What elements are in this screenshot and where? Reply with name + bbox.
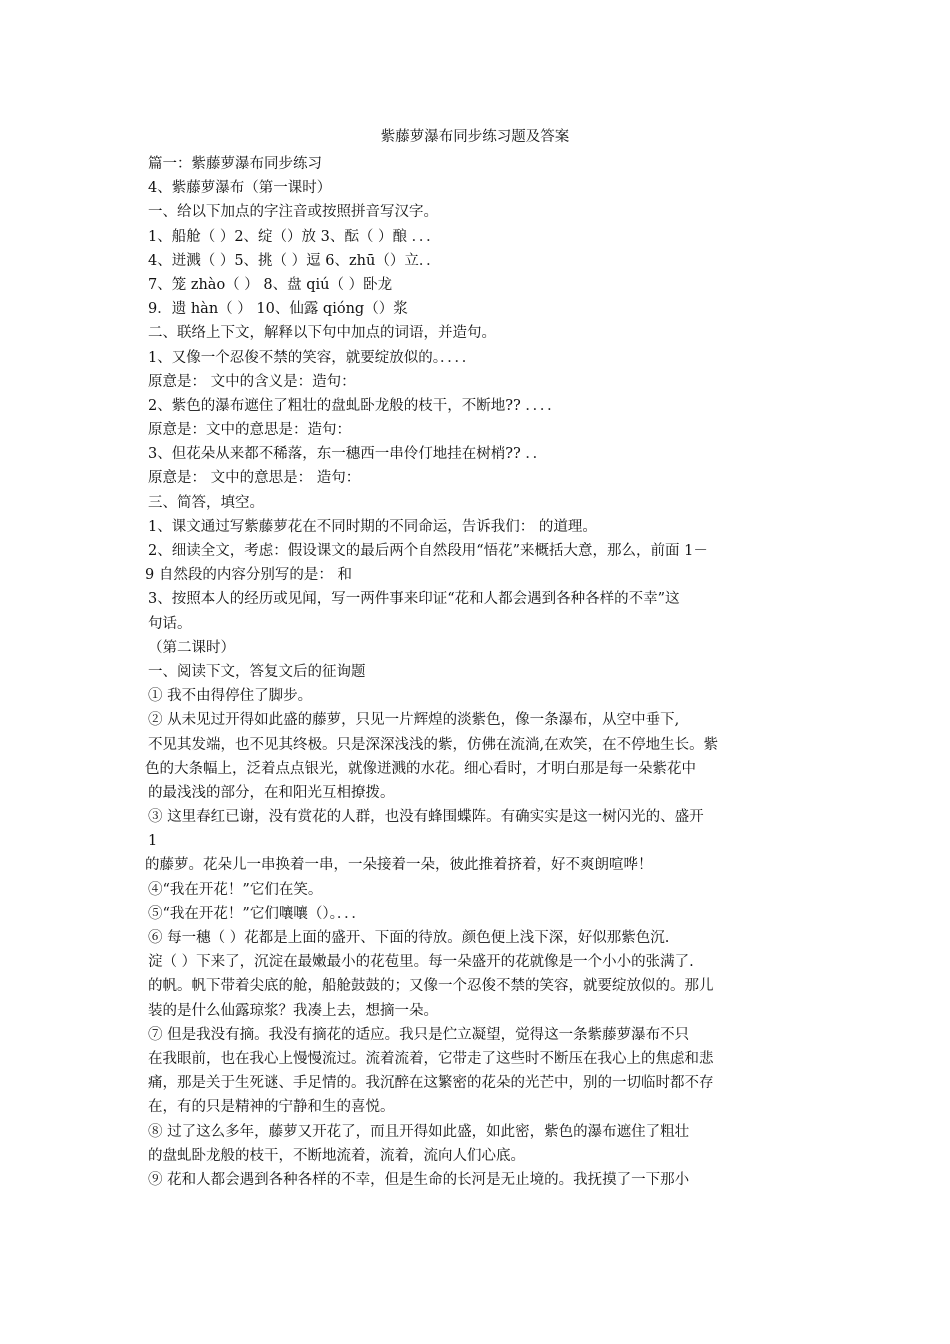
- text-line: 痛，那是关于生死谜、手足情的。我沉醉在这繁密的花朵的光芒中，别的一切临时都不存: [148, 1075, 714, 1092]
- text-line: 一、阅读下文，答复文后的征询题: [148, 663, 366, 680]
- text-line: 3、按照本人的经历或见闻，写一两件事来印证“花和人都会遇到各种各样的不幸”这: [148, 591, 680, 608]
- document-body: [145, 152, 815, 1192]
- text-line: 1、船舱（ ）2、绽（）放 3、酝（ ）酿 ．．．: [148, 228, 441, 245]
- text-line: ① 我不由得停住了脚步。: [148, 688, 313, 705]
- text-line: 的帆。帆下带着尖底的舱，船舱鼓鼓的；又像一个忍俊不禁的笑容，就要绽放似的。那儿: [148, 978, 714, 995]
- text-line: 7、笼 zhào（ ） 8、盘 qiú（ ）卧龙: [148, 276, 393, 293]
- text-line: 的藤萝。花朵儿一串换着一串，一朵接着一朵，彼此推着挤着，好不爽朗喧哗！: [145, 857, 653, 874]
- text-line: 9 自然段的内容分别写的是： 和: [145, 567, 352, 584]
- document-title: 紫藤萝瀑布同步练习题及答案: [380, 129, 570, 145]
- text-line: 4、紫藤萝瀑布（第一课时）: [148, 180, 332, 197]
- text-line: 2、细读全文，考虑：假设课文的最后两个自然段用“悟花”来概括大意，那么，前面 1－: [148, 543, 708, 559]
- text-line: ③ 这里春红已谢，没有赏花的人群，也没有蜂围蝶阵。有确实实是这一树闪光的、盛开: [148, 809, 704, 826]
- text-line: 3、但花朵从来都不稀落，东一穗西一串伶仃地挂在树梢?? ．．: [148, 446, 548, 463]
- text-line: 的最浅浅的部分，在和阳光互相撩拨。: [148, 784, 395, 801]
- text-line: ⑥ 每一穗（ ）花都是上面的盛开、下面的待放。颜色便上浅下深，好似那紫色沉.: [148, 930, 670, 946]
- text-line: 9．遗 hàn（ ） 10、仙露 qióng（）浆: [148, 301, 408, 318]
- text-line: 原意是： 文中的含义是：造句：: [148, 373, 356, 390]
- text-line: 装的是什么仙露琼浆？我凑上去，想摘一朵。: [148, 1002, 438, 1019]
- text-line: 不见其发端，也不见其终极。只是深深浅浅的紫，仿佛在流淌,在欢笑，在不停地生长。紫: [148, 736, 719, 753]
- text-line: 淀（ ）下来了，沉淀在最嫩最小的花苞里。每一朵盛开的花就像是一个小小的张满了.: [148, 954, 694, 971]
- text-line: 原意是： 文中的意思是： 造句：: [148, 470, 361, 487]
- text-line: ⑦ 但是我没有摘。我没有摘花的适应。我只是伫立凝望，觉得这一条紫藤萝瀑布不只: [148, 1026, 690, 1043]
- text-line: 二、联络上下文，解释以下句中加点的词语，并造句。: [148, 325, 496, 342]
- text-line: 2、紫色的瀑布遮住了粗壮的盘虬卧龙般的枝干，不断地?? ．．．．: [148, 397, 562, 414]
- text-line: 1: [148, 833, 158, 850]
- text-line: 在我眼前，也在我心上慢慢流过。流着流着，它带走了这些时不断压在我心上的焦虑和悲: [148, 1050, 714, 1067]
- text-line: 在，有的只是精神的宁静和生的喜悦。: [148, 1099, 395, 1116]
- text-line: ⑨ 花和人都会遇到各种各样的不幸，但是生命的长河是无止境的。我抚摸了一下那小: [148, 1171, 690, 1188]
- text-line: ④“我在开花！”它们在笑。: [148, 881, 323, 898]
- text-line: 一、给以下加点的字注音或按照拼音写汉字。: [148, 204, 438, 221]
- text-line: ⑧ 过了这么多年，藤萝又开花了，而且开得如此盛，如此密，紫色的瀑布遮住了粗壮: [148, 1123, 690, 1140]
- text-line: 三、简答，填空。: [148, 494, 264, 511]
- text-line: 1、课文通过写紫藤萝花在不同时期的不同命运，告诉我们： 的道理。: [148, 518, 597, 535]
- text-line: 4、迸溅（ ）5、挑（ ）逗 6、zhū（）立．．: [148, 252, 441, 269]
- text-line: 原意是：文中的意思是：造句：: [148, 422, 351, 439]
- text-line: 的盘虬卧龙般的枝干，不断地流着，流着，流向人们心底。: [148, 1147, 525, 1164]
- text-line: 篇一：紫藤萝瀑布同步练习: [148, 156, 322, 172]
- text-line: 1、又像一个忍俊不禁的笑容，就要绽放似的。．．．．: [148, 349, 477, 366]
- text-line: 句话。: [148, 615, 192, 632]
- text-line: 色的大条幅上，泛着点点银光，就像迸溅的水花。细心看时，才明白那是每一朵紫花中: [145, 760, 696, 777]
- text-line: ② 从未见过开得如此盛的藤萝，只见一片辉煌的淡紫色，像一条瀑布，从空中垂下,: [148, 712, 680, 729]
- text-line: （第二课时）: [148, 639, 235, 656]
- text-line: ⑤“我在开花！”它们嚷嚷（）。．．．: [148, 905, 366, 922]
